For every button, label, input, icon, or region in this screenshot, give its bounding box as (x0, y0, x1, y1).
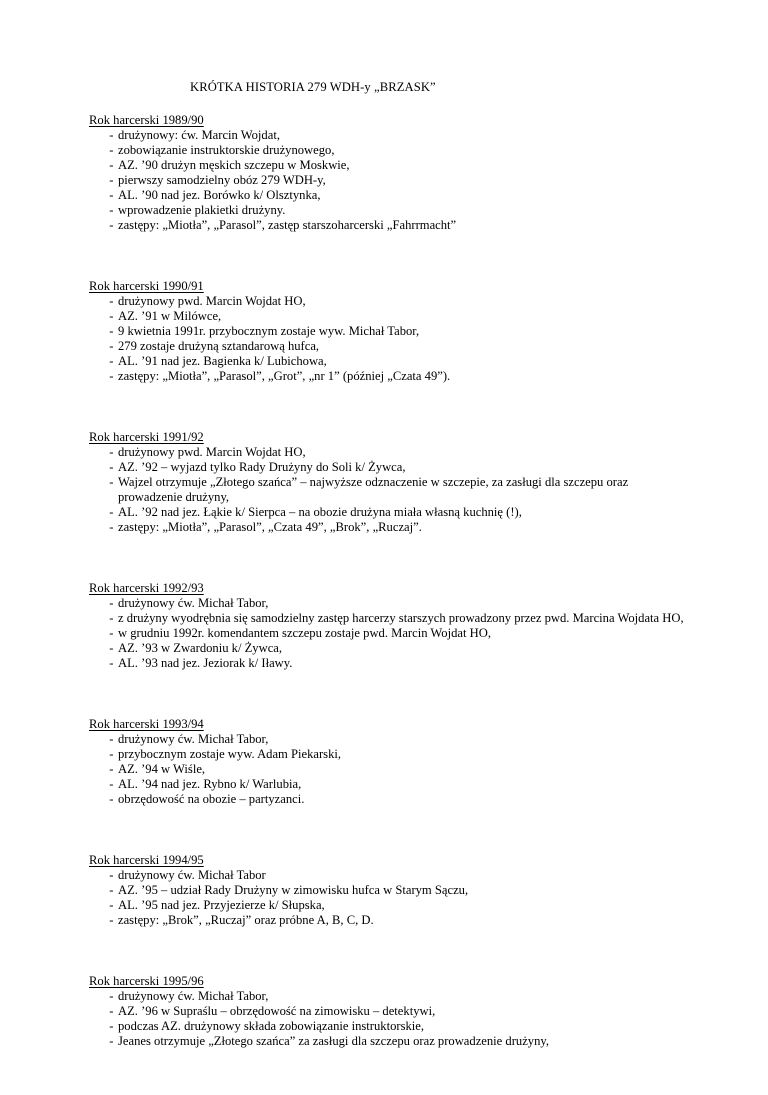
list-item (89, 128, 689, 143)
list-item (89, 989, 689, 1004)
bullet-dash: - (109, 777, 114, 791)
list-item-text: AZ. ’93 w Zwardoniu k/ Żywca, (118, 641, 283, 655)
list-item (89, 309, 689, 324)
list-item-text: AL. ’93 nad jez. Jeziorak k/ Iławy. (118, 656, 293, 670)
bullet-dash: - (109, 883, 114, 897)
list-item-text: drużynowy ćw. Michał Tabor, (118, 732, 269, 746)
list-item-text: zastępy: „Miotła”, „Parasol”, „Czata 49”, „Brok”, „Ruczaj”. (118, 520, 422, 534)
list-item (89, 656, 689, 671)
section-heading: Rok harcerski 1992/93 (89, 581, 204, 595)
bullet-dash: - (109, 475, 114, 489)
event-list (89, 989, 689, 1049)
bullet-dash: - (109, 520, 114, 534)
list-item-text: AL. ’94 nad jez. Rybno k/ Warlubia, (118, 777, 302, 791)
bullet-dash: - (109, 898, 114, 912)
list-item-text: drużynowy ćw. Michał Tabor (118, 868, 266, 882)
list-item-text: 9 kwietnia 1991r. przybocznym zostaje wyw. Michał Tabor, (118, 324, 420, 338)
list-item (89, 626, 689, 641)
list-item-text: obrzędowość na obozie – partyzanci. (118, 792, 305, 806)
bullet-dash: - (109, 762, 114, 776)
bullet-dash: - (109, 1019, 114, 1033)
list-item-text: zastępy: „Miotła”, „Parasol”, „Grot”, „nr 1” (później „Czata 49”). (118, 369, 451, 383)
list-item-text: zastępy: „Miotła”, „Parasol”, zastęp starszoharcerski „Fahrrmacht” (118, 218, 457, 232)
list-item-text: wprowadzenie plakietki drużyny. (118, 203, 286, 217)
list-item-text: AL. ’91 nad jez. Bagienka k/ Lubichowa, (118, 354, 327, 368)
list-item (89, 1034, 689, 1049)
bullet-dash: - (109, 460, 114, 474)
list-item-text: przybocznym zostaje wyw. Adam Piekarski, (118, 747, 342, 761)
year-section (89, 717, 689, 807)
list-item-text: drużynowy ćw. Michał Tabor, (118, 596, 269, 610)
list-item (89, 520, 689, 535)
list-item-text: zastępy: „Brok”, „Ruczaj” oraz próbne A, B, C, D. (118, 913, 374, 927)
list-item (89, 143, 689, 158)
list-item (89, 883, 689, 898)
list-item-text: AZ. ’91 w Milówce, (118, 309, 222, 323)
list-item (89, 158, 689, 173)
list-item-text: z drużyny wyodrębnia się samodzielny zastęp harcerzy starszych prowadzony przez pwd. Marcina Wojdata HO, (118, 611, 684, 625)
list-item (89, 354, 689, 369)
event-list (89, 868, 689, 928)
bullet-dash: - (109, 1034, 114, 1048)
list-item (89, 445, 689, 460)
year-section (89, 113, 689, 233)
list-item (89, 868, 689, 883)
list-item (89, 294, 689, 309)
list-item (89, 611, 689, 626)
year-section (89, 581, 689, 671)
section-heading: Rok harcerski 1989/90 (89, 113, 204, 127)
year-section (89, 974, 689, 1049)
list-item (89, 1004, 689, 1019)
bullet-dash: - (109, 309, 114, 323)
list-item (89, 460, 689, 475)
bullet-dash: - (109, 1004, 114, 1018)
list-item-text: drużynowy pwd. Marcin Wojdat HO, (118, 445, 306, 459)
bullet-dash: - (109, 173, 114, 187)
list-item-text: AL. ’90 nad jez. Borówko k/ Olsztynka, (118, 188, 321, 202)
list-item (89, 641, 689, 656)
event-list (89, 445, 689, 535)
list-item-text: pierwszy samodzielny obóz 279 WDH-y, (118, 173, 326, 187)
bullet-dash: - (109, 868, 114, 882)
bullet-dash: - (109, 913, 114, 927)
list-item (89, 218, 689, 233)
list-item-text: w grudniu 1992r. komendantem szczepu zostaje pwd. Marcin Wojdat HO, (118, 626, 491, 640)
section-heading: Rok harcerski 1994/95 (89, 853, 204, 867)
bullet-dash: - (109, 505, 114, 519)
bullet-dash: - (109, 747, 114, 761)
bullet-dash: - (109, 218, 114, 232)
bullet-dash: - (109, 989, 114, 1003)
section-heading: Rok harcerski 1990/91 (89, 279, 204, 293)
year-section (89, 430, 689, 535)
list-item (89, 369, 689, 384)
list-item (89, 898, 689, 913)
bullet-dash: - (109, 656, 114, 670)
list-item-text: AZ. ’92 – wyjazd tylko Rady Drużyny do Soli k/ Żywca, (118, 460, 406, 474)
bullet-dash: - (109, 203, 114, 217)
event-list (89, 294, 689, 384)
event-list (89, 128, 689, 233)
list-item (89, 747, 689, 762)
list-item (89, 792, 689, 807)
list-item-text: AZ. ’96 w Supraślu – obrzędowość na zimowisku – detektywi, (118, 1004, 436, 1018)
list-item-text: zobowiązanie instruktorskie drużynowego, (118, 143, 335, 157)
list-item (89, 596, 689, 611)
list-item (89, 324, 689, 339)
list-item-text: Jeanes otrzymuje „Złotego szańca” za zasługi dla szczepu oraz prowadzenie drużyny, (118, 1034, 550, 1048)
bullet-dash: - (109, 294, 114, 308)
section-heading: Rok harcerski 1993/94 (89, 717, 204, 731)
list-item (89, 732, 689, 747)
list-item (89, 173, 689, 188)
list-item (89, 1019, 689, 1034)
list-item-text: drużynowy ćw. Michał Tabor, (118, 989, 269, 1003)
bullet-dash: - (109, 128, 114, 142)
year-section (89, 853, 689, 928)
list-item-text: 279 zostaje drużyną sztandarową hufca, (118, 339, 320, 353)
list-item (89, 188, 689, 203)
bullet-dash: - (109, 596, 114, 610)
list-item-text: AZ. ’94 w Wiśle, (118, 762, 206, 776)
bullet-dash: - (109, 354, 114, 368)
list-item (89, 777, 689, 792)
bullet-dash: - (109, 158, 114, 172)
bullet-dash: - (109, 611, 114, 625)
list-item-text: AL. ’95 nad jez. Przyjezierze k/ Słupska, (118, 898, 325, 912)
bullet-dash: - (109, 732, 114, 746)
list-item-text: drużynowy pwd. Marcin Wojdat HO, (118, 294, 306, 308)
section-heading: Rok harcerski 1991/92 (89, 430, 204, 444)
list-item-text: AZ. ’90 drużyn męskich szczepu w Moskwie, (118, 158, 350, 172)
list-item-text: Wajzel otrzymuje „Złotego szańca” – najwyższe odznaczenie w szczepie, za zasługi dla szczepu oraz prowadzenie drużyny, (118, 475, 629, 504)
bullet-dash: - (109, 188, 114, 202)
bullet-dash: - (109, 339, 114, 353)
bullet-dash: - (109, 445, 114, 459)
bullet-dash: - (109, 641, 114, 655)
list-item-text: podczas AZ. drużynowy składa zobowiązanie instruktorskie, (118, 1019, 425, 1033)
bullet-dash: - (109, 369, 114, 383)
bullet-dash: - (109, 626, 114, 640)
bullet-dash: - (109, 324, 114, 338)
list-item (89, 203, 689, 218)
list-item (89, 339, 689, 354)
list-item-text: drużynowy: ćw. Marcin Wojdat, (118, 128, 280, 142)
list-item-text: AZ. ’95 – udział Rady Drużyny w zimowisku hufca w Starym Sączu, (118, 883, 469, 897)
event-list (89, 596, 689, 671)
year-section (89, 279, 689, 384)
list-item (89, 913, 689, 928)
list-item-text: AL. ’92 nad jez. Łąkie k/ Sierpca – na obozie drużyna miała własną kuchnię (!), (118, 505, 522, 519)
list-item (89, 762, 689, 777)
list-item (89, 475, 689, 505)
section-heading: Rok harcerski 1995/96 (89, 974, 204, 988)
event-list (89, 732, 689, 807)
bullet-dash: - (109, 143, 114, 157)
history-sections (89, 113, 689, 1095)
document-title: KRÓTKA HISTORIA 279 WDH-y „BRZASK” (190, 80, 436, 94)
list-item (89, 505, 689, 520)
bullet-dash: - (109, 792, 114, 806)
